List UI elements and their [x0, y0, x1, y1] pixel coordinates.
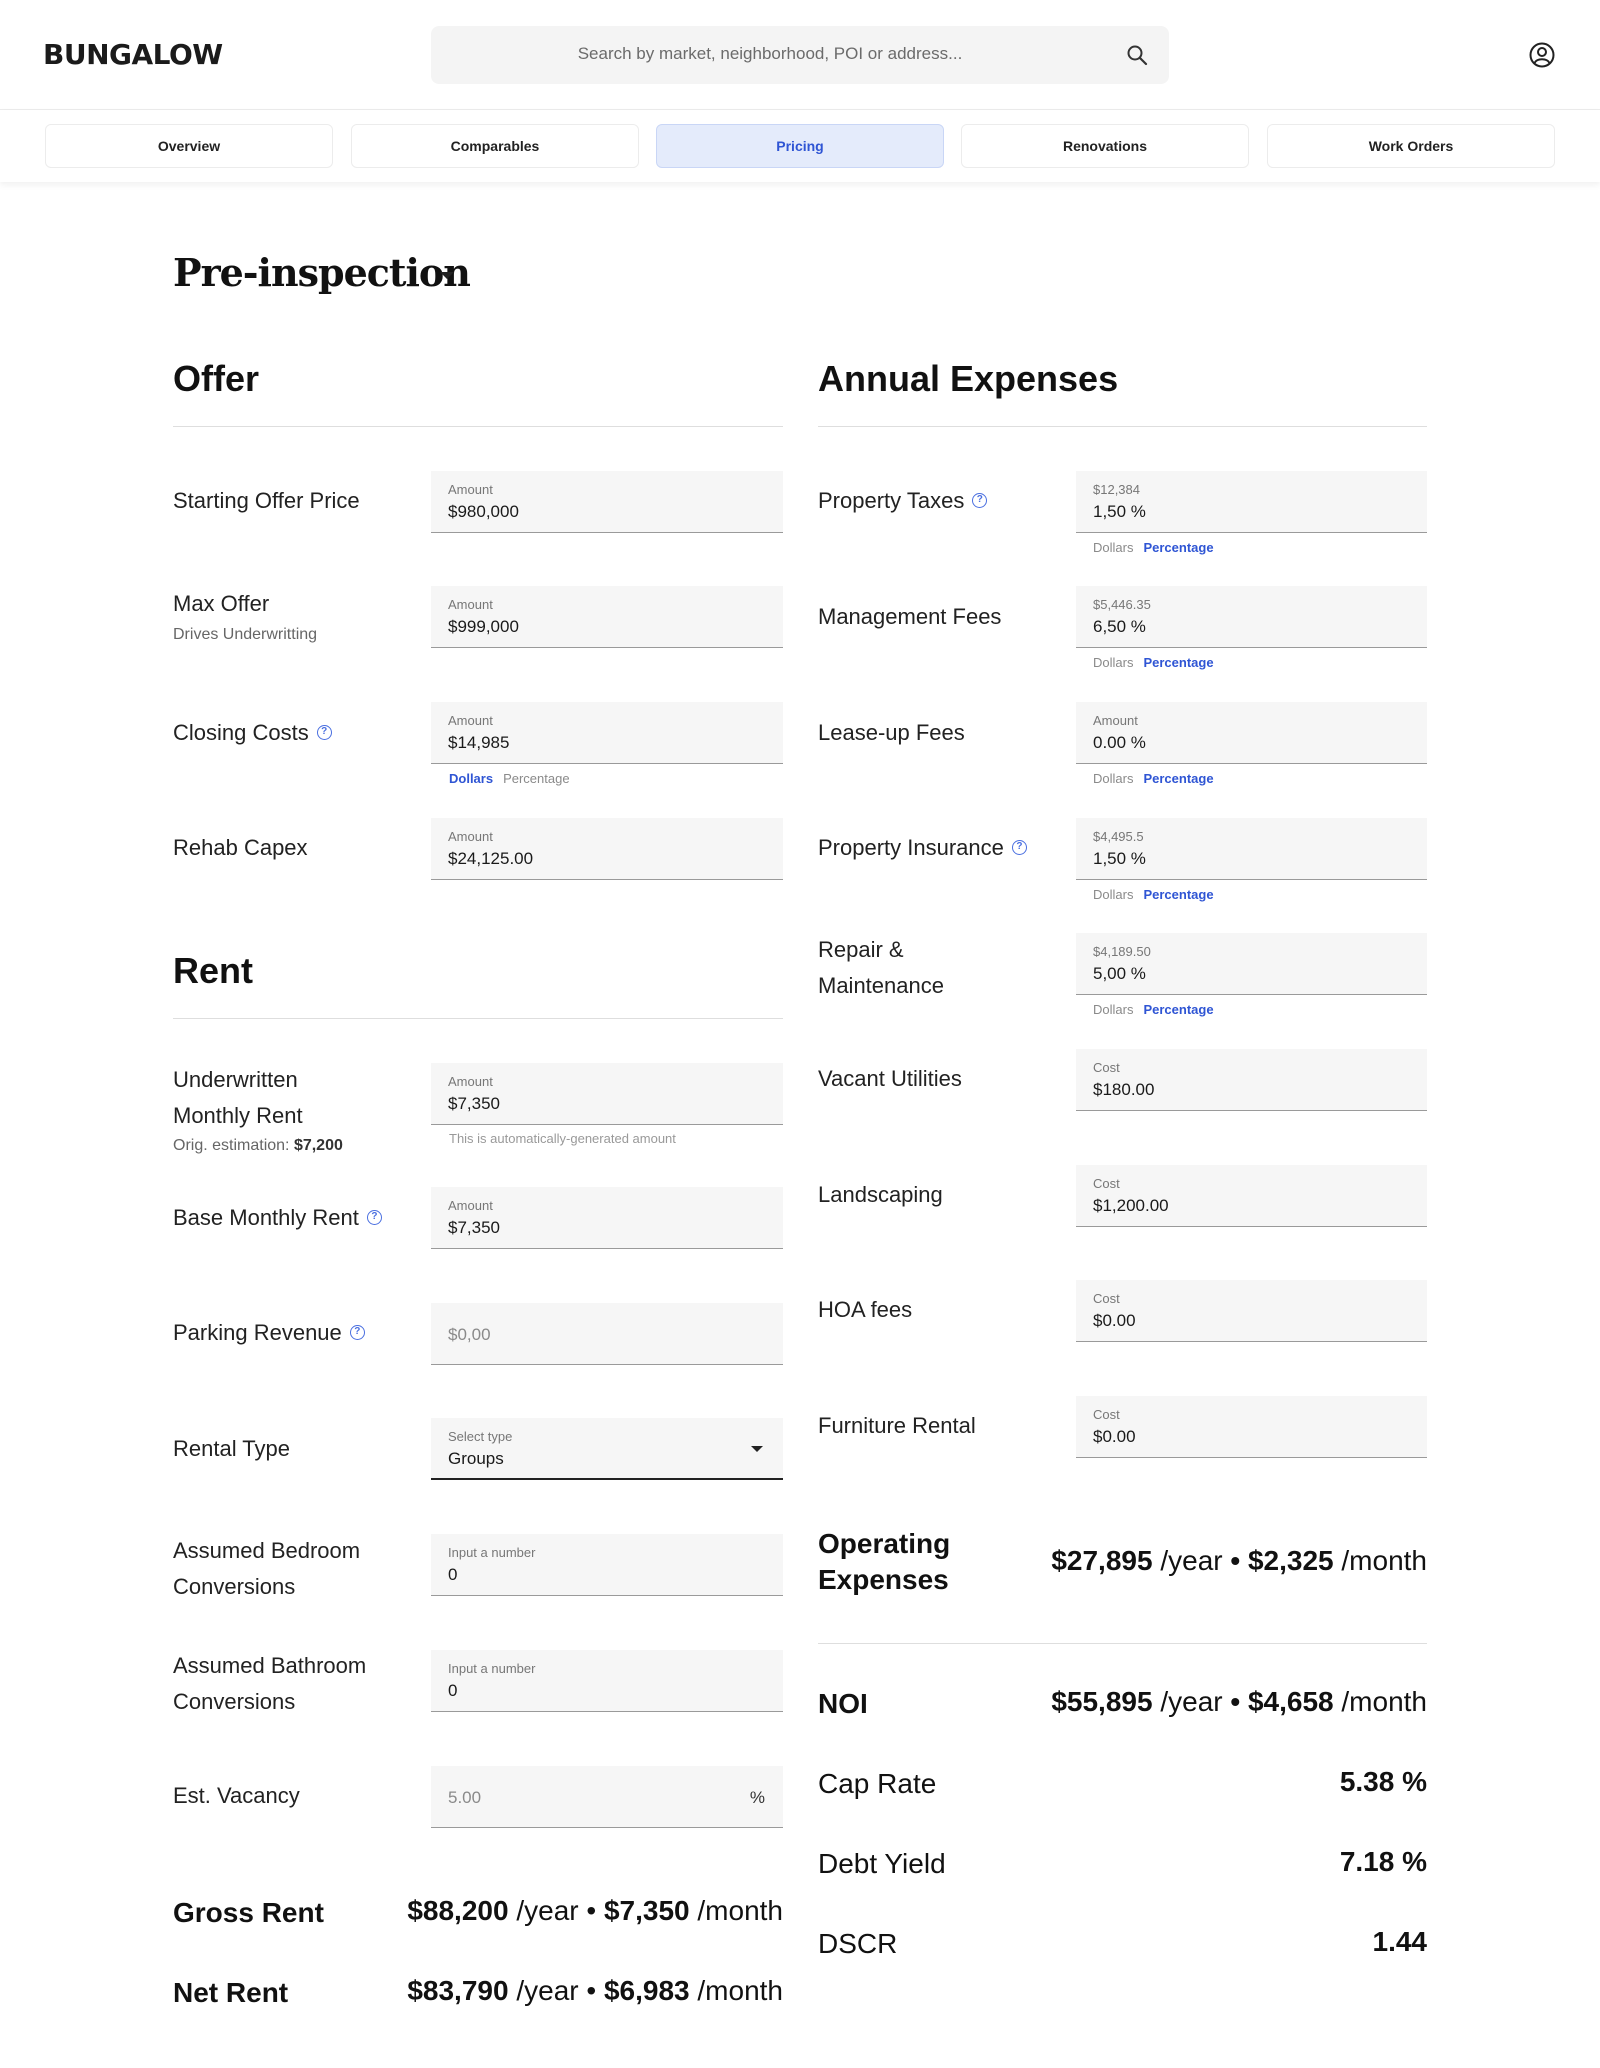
field-value: $7,350	[448, 1094, 500, 1113]
lease-up-fees-unit-toggle	[1093, 771, 1224, 786]
property-taxes-field[interactable]	[1076, 471, 1427, 533]
percentage-toggle[interactable]: Percentage	[1143, 771, 1214, 786]
percentage-toggle[interactable]: Percentage	[1143, 655, 1214, 670]
cap-rate-label: Cap Rate	[818, 1768, 937, 1799]
metric-value: 1.44	[1372, 1926, 1427, 1957]
bathroom-conversions-label	[173, 1648, 366, 1720]
field-value: $24,125.00	[448, 849, 534, 868]
cap-rate-value	[1340, 1766, 1427, 1798]
percentage-toggle[interactable]: Percentage	[1143, 540, 1214, 555]
tab-renovations[interactable]: Renovations	[961, 124, 1249, 168]
starting-offer-label: Starting Offer Price	[173, 488, 360, 513]
field-value: $180.00	[1093, 1080, 1155, 1099]
field-caption: Amount	[448, 713, 493, 728]
field-value: 0.00 %	[1093, 733, 1146, 752]
field-caption: Amount	[448, 829, 493, 844]
field-caption: $4,189.50	[1093, 944, 1151, 959]
field-value: $0.00	[1093, 1311, 1136, 1330]
net-rent-value	[407, 1975, 783, 2007]
field-caption: Cost	[1093, 1291, 1120, 1306]
rehab-capex-field[interactable]	[431, 818, 783, 880]
operating-year: $27,895	[1051, 1545, 1153, 1576]
closing-costs-label	[173, 715, 332, 751]
annual-expenses-title: Annual Expenses	[818, 358, 1119, 399]
help-icon[interactable]: ?	[1012, 840, 1027, 855]
debt-yield-label: Debt Yield	[818, 1848, 946, 1879]
unit-year: /year	[516, 1975, 579, 2006]
top-bar	[0, 0, 1600, 110]
rehab-capex-label: Rehab Capex	[173, 835, 308, 860]
closing-costs-unit-toggle	[449, 771, 580, 786]
label-text: Property Insurance	[818, 835, 1004, 860]
field-caption: Cost	[1093, 1060, 1120, 1075]
separator: •	[1230, 1545, 1241, 1576]
dollars-toggle[interactable]: Dollars	[1093, 771, 1134, 786]
noi-year: $55,895	[1051, 1686, 1153, 1717]
auto-generated-hint: This is automatically-generated amount	[449, 1131, 676, 1146]
field-caption: Select type	[448, 1429, 513, 1444]
label-text: Property Taxes	[818, 488, 965, 513]
dollars-toggle[interactable]: Dollars	[449, 771, 494, 786]
offer-section-title: Offer	[173, 358, 260, 399]
underwritten-rent-label	[173, 1062, 303, 1134]
unit-month: /month	[697, 1975, 783, 2006]
orig-estimation-label: Orig. estimation:	[173, 1137, 290, 1154]
field-value: 0	[448, 1681, 458, 1700]
help-icon[interactable]: ?	[350, 1325, 365, 1340]
field-value: $999,000	[448, 617, 519, 636]
field-caption: Amount	[448, 482, 493, 497]
label-line: Assumed Bathroom	[173, 1653, 367, 1678]
operating-expenses-row	[818, 1526, 1427, 1606]
rental-type-select[interactable]	[431, 1418, 783, 1480]
field-value: 0	[448, 1565, 458, 1584]
net-rent-row	[173, 1975, 783, 2015]
dscr-label: DSCR	[818, 1928, 898, 1959]
separator: •	[1230, 1686, 1241, 1717]
unit-month: /month	[697, 1895, 783, 1926]
percentage-toggle[interactable]: Percentage	[1143, 887, 1214, 902]
lease-up-fees-field[interactable]	[1076, 702, 1427, 764]
field-caption: Amount	[448, 1198, 493, 1213]
label-text: Base Monthly Rent	[173, 1205, 359, 1230]
field-value: 1,50 %	[1093, 502, 1146, 521]
label-line: Underwritten	[173, 1067, 298, 1092]
field-value: $7,350	[448, 1218, 500, 1237]
management-fees-unit-toggle	[1093, 655, 1224, 670]
property-insurance-unit-toggle	[1093, 887, 1224, 902]
field-caption: $4,495.5	[1093, 829, 1144, 844]
label-line: Conversions	[173, 1689, 296, 1714]
base-monthly-rent-field[interactable]	[431, 1187, 783, 1249]
metric-value: 7.18 %	[1339, 1846, 1427, 1877]
separator: •	[586, 1975, 597, 2006]
percentage-toggle[interactable]: Percentage	[503, 771, 570, 786]
help-icon[interactable]: ?	[317, 725, 332, 740]
furniture-rental-field[interactable]	[1076, 1396, 1427, 1458]
metric-value: 5.38 %	[1339, 1766, 1427, 1797]
parking-revenue-field[interactable]	[431, 1303, 783, 1365]
closing-costs-field[interactable]	[431, 702, 783, 764]
unit-year: /year	[516, 1895, 579, 1926]
unit-year: /year	[1160, 1545, 1223, 1576]
divider	[173, 426, 783, 427]
logo[interactable]: BUNGALOW	[43, 38, 223, 71]
divider	[818, 1643, 1427, 1644]
property-insurance-label	[818, 830, 1027, 866]
divider	[173, 1018, 783, 1019]
unit-year: /year	[1160, 1686, 1223, 1717]
unit-month: /month	[1341, 1686, 1427, 1717]
net-rent-label: Net Rent	[173, 1977, 289, 2008]
label-line: Monthly Rent	[173, 1103, 303, 1128]
rental-type-label: Rental Type	[173, 1436, 291, 1461]
chevron-down-icon[interactable]	[751, 1446, 763, 1452]
debt-yield-row	[818, 1846, 1427, 1886]
tab-work-orders[interactable]: Work Orders	[1267, 124, 1555, 168]
hoa-fees-label: HOA fees	[818, 1297, 913, 1322]
dollars-toggle[interactable]: Dollars	[1093, 540, 1134, 555]
rent-section-title: Rent	[173, 950, 253, 991]
field-value: $14,985	[448, 733, 510, 752]
noi-month: $4,658	[1247, 1686, 1334, 1717]
field-placeholder: $0,00	[448, 1325, 491, 1344]
base-monthly-rent-label	[173, 1200, 382, 1236]
est-vacancy-field[interactable]	[431, 1766, 783, 1828]
vacant-utilities-label: Vacant Utilities	[818, 1066, 962, 1091]
field-caption: $5,446.35	[1093, 597, 1151, 612]
property-taxes-label	[818, 483, 987, 519]
search-icon[interactable]	[1125, 43, 1149, 67]
property-insurance-field[interactable]	[1076, 818, 1427, 880]
field-caption: Input a number	[448, 1661, 536, 1676]
cap-rate-row	[818, 1766, 1427, 1806]
operating-expenses-value	[1051, 1545, 1427, 1577]
field-caption: $12,384	[1093, 482, 1140, 497]
dscr-value	[1373, 1926, 1428, 1958]
tab-overview[interactable]: Overview	[45, 124, 333, 168]
underwritten-rent-field[interactable]	[431, 1063, 783, 1125]
label-text: Closing Costs	[173, 720, 309, 745]
management-fees-label: Management Fees	[818, 604, 1002, 629]
repair-maintenance-unit-toggle	[1093, 1002, 1224, 1017]
label-line: Repair &	[818, 937, 904, 962]
landscaping-field[interactable]	[1076, 1165, 1427, 1227]
gross-rent-value	[407, 1895, 783, 1927]
management-fees-field[interactable]	[1076, 586, 1427, 648]
field-caption: Input a number	[448, 1545, 536, 1560]
furniture-rental-label: Furniture Rental	[818, 1413, 976, 1438]
tab-comparables[interactable]: Comparables	[351, 124, 639, 168]
bedroom-conversions-label	[173, 1533, 360, 1605]
gross-rent-row	[173, 1895, 783, 1935]
orig-estimation	[173, 1137, 343, 1155]
est-vacancy-label: Est. Vacancy	[173, 1783, 300, 1808]
net-rent-month: $6,983	[603, 1975, 690, 2006]
tab-bar	[0, 110, 1600, 182]
gross-rent-year: $88,200	[407, 1895, 509, 1926]
field-caption: Cost	[1093, 1407, 1120, 1422]
repair-maintenance-label	[818, 932, 944, 1004]
field-caption: Amount	[1093, 713, 1138, 728]
lease-up-fees-label: Lease-up Fees	[818, 720, 965, 745]
orig-estimation-value: $7,200	[293, 1137, 343, 1154]
label-line: Maintenance	[818, 973, 944, 998]
label-text: Parking Revenue	[173, 1320, 342, 1345]
starting-offer-field[interactable]	[431, 471, 783, 533]
field-value: Groups	[448, 1449, 504, 1468]
field-caption: Amount	[448, 1074, 493, 1089]
landscaping-label: Landscaping	[818, 1182, 943, 1207]
noi-value	[1051, 1686, 1427, 1718]
dollars-toggle[interactable]: Dollars	[1093, 655, 1134, 670]
tab-pricing[interactable]: Pricing	[656, 124, 944, 168]
label-line: Conversions	[173, 1574, 296, 1599]
field-value: $0.00	[1093, 1427, 1136, 1446]
field-value: $1,200.00	[1093, 1196, 1169, 1215]
gross-rent-label: Gross Rent	[173, 1897, 324, 1928]
parking-revenue-label	[173, 1315, 365, 1351]
repair-maintenance-field[interactable]	[1076, 933, 1427, 995]
bedroom-conversions-field[interactable]	[431, 1534, 783, 1596]
vacant-utilities-field[interactable]	[1076, 1049, 1427, 1111]
percentage-toggle[interactable]: Percentage	[1143, 1002, 1214, 1017]
separator: •	[586, 1895, 597, 1926]
field-caption: Cost	[1093, 1176, 1120, 1191]
percent-unit: %	[749, 1788, 765, 1807]
search-bar[interactable]	[431, 26, 1169, 84]
gross-rent-month: $7,350	[603, 1895, 690, 1926]
operating-expenses-label	[818, 1526, 950, 1598]
hoa-fees-field[interactable]	[1076, 1280, 1427, 1342]
noi-label: NOI	[818, 1688, 868, 1719]
field-value: $980,000	[448, 502, 519, 521]
dollars-toggle[interactable]: Dollars	[1093, 887, 1134, 902]
page-title[interactable]: Pre-inspection	[173, 250, 470, 295]
field-value: 6,50 %	[1093, 617, 1146, 636]
noi-row	[818, 1686, 1427, 1726]
divider	[818, 426, 1427, 427]
max-offer-field[interactable]	[431, 586, 783, 648]
field-placeholder: 5.00	[448, 1788, 482, 1807]
help-icon[interactable]: ?	[972, 493, 987, 508]
bathroom-conversions-field[interactable]	[431, 1650, 783, 1712]
field-value: 5,00 %	[1093, 964, 1146, 983]
help-icon[interactable]: ?	[367, 1210, 382, 1225]
field-caption: Amount	[448, 597, 493, 612]
label-line: Expenses	[818, 1564, 949, 1595]
debt-yield-value	[1340, 1846, 1427, 1878]
operating-month: $2,325	[1247, 1545, 1334, 1576]
dollars-toggle[interactable]: Dollars	[1093, 1002, 1134, 1017]
account-icon[interactable]	[1528, 41, 1556, 69]
property-taxes-unit-toggle	[1093, 540, 1224, 555]
chevron-down-icon[interactable]	[440, 272, 454, 279]
unit-month: /month	[1341, 1545, 1427, 1576]
dscr-row	[818, 1926, 1427, 1966]
max-offer-label: Max Offer	[173, 591, 270, 616]
label-line: Operating	[818, 1528, 951, 1559]
max-offer-sublabel: Drives Underwritting	[173, 626, 318, 643]
net-rent-year: $83,790	[407, 1975, 509, 2006]
search-input[interactable]: Search by market, neighborhood, POI or address...	[577, 44, 963, 63]
field-value: 1,50 %	[1093, 849, 1146, 868]
label-line: Assumed Bedroom	[173, 1538, 361, 1563]
